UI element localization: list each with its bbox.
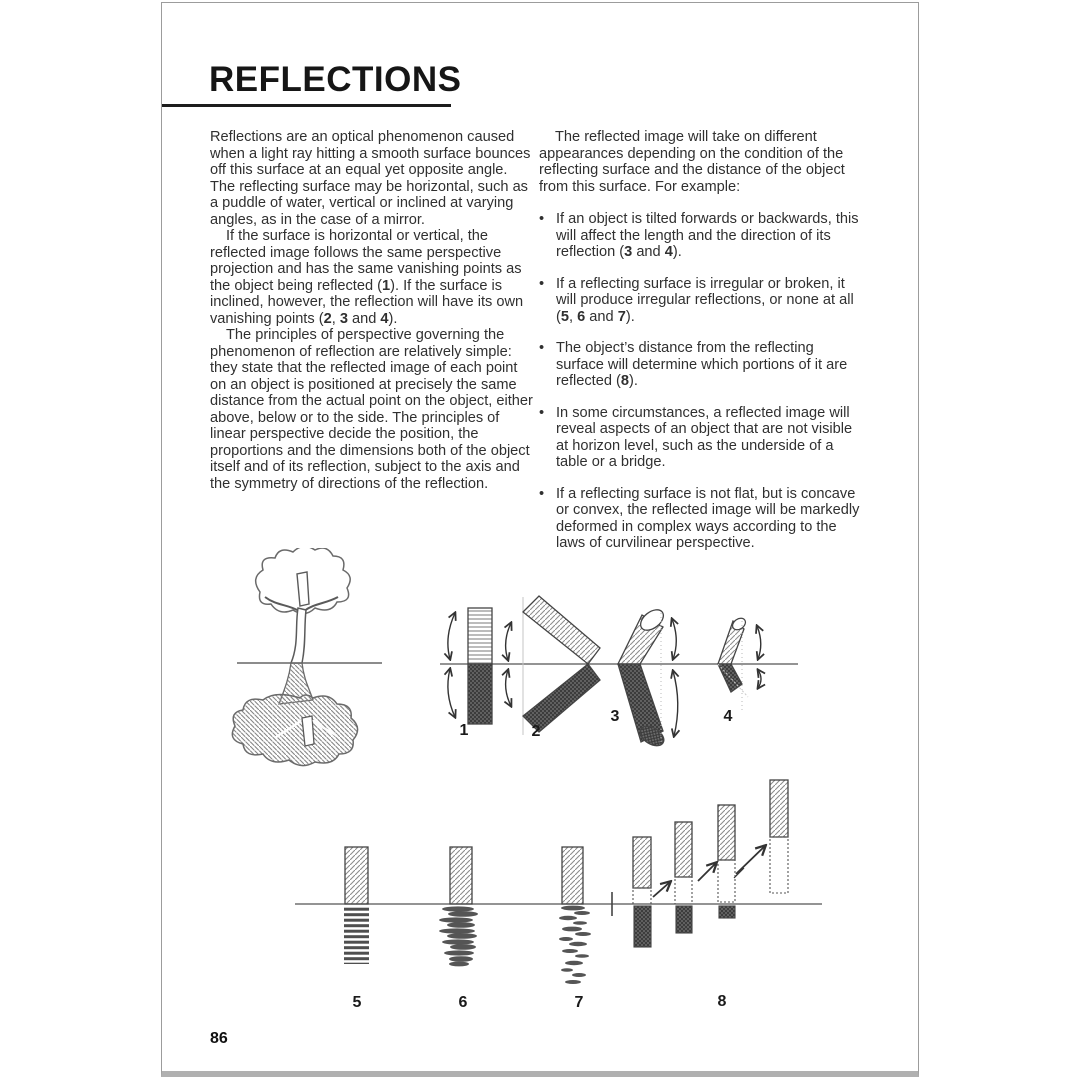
bullet-icon: • bbox=[539, 404, 545, 421]
page-number: 86 bbox=[210, 1030, 228, 1047]
tree-reflection-figure bbox=[205, 548, 455, 783]
title-rule bbox=[162, 104, 451, 107]
paragraph: The principles of perspective governing the phenomenon of reflection are relatively simple: they state that the reflected image of each point on an object is positioned at precisely the same distance from the actual point on the object, either above, below or to the side. The principles of linear perspective decide the position, the proportions and the dimensions both of the object itself and of its reflection, subject to the axis and the symmetry of directions of the reflection. bbox=[210, 327, 533, 492]
bullet-icon: • bbox=[539, 485, 545, 502]
figure-label-6: 6 bbox=[458, 994, 468, 1011]
figure-label-2: 2 bbox=[531, 723, 541, 740]
bullet-icon: • bbox=[539, 275, 545, 292]
page-title: REFLECTIONS bbox=[209, 60, 462, 99]
list-item: • The object’s distance from the reflecting surface will determine which portions of it are reflected (8). bbox=[539, 340, 848, 389]
list-item: • If a reflecting surface is irregular or broken, it will produce irregular reflections, or none at all (5, 6 and 7). bbox=[539, 275, 854, 325]
figure-label-7: 7 bbox=[574, 994, 584, 1011]
list-item: • If a reflecting surface is not flat, but is concave or convex, the reflected image will be markedly deformed in complex ways according to the laws of curvilinear perspective. bbox=[539, 485, 860, 551]
figure-label-1: 1 bbox=[459, 722, 469, 739]
left-column bbox=[210, 129, 533, 492]
bullet-icon: • bbox=[539, 340, 545, 356]
figure-label-8: 8 bbox=[717, 993, 727, 1010]
right-column bbox=[539, 129, 862, 567]
list-item: • If an object is tilted forwards or backwards, this will affect the length and the direction of its reflection (3 and 4). bbox=[539, 211, 859, 260]
figure-label-3: 3 bbox=[610, 708, 620, 725]
tilted-reflection-figures-1-4 bbox=[435, 585, 805, 750]
intro-paragraph: The reflected image will take on different appearances depending on the condition of the reflecting surface and the distance of the object from this surface. For example: bbox=[539, 129, 845, 195]
list-item: • In some circumstances, a reflected image will reveal aspects of an object that are not visible at horizon level, such as the underside of a table or a bridge. bbox=[539, 404, 853, 470]
broken-reflection-figures-5-8 bbox=[290, 775, 830, 990]
figure-label-5: 5 bbox=[352, 994, 362, 1011]
paragraph: If the surface is horizontal or vertical, the reflected image follows the same perspective projection and has the same vanishing points as the object being reflected (1). If the surface is inclined, however, the reflection will have its own vanishing points (2, 3 and 4). bbox=[210, 228, 524, 327]
paragraph: Reflections are an optical phenomenon caused when a light ray hitting a smooth surface bounces off this surface at an equal yet opposite angle. The reflecting surface may be horizontal, such as a puddle of water, vertical or inclined at varying angles, as in the case of a mirror. bbox=[210, 129, 531, 228]
figure-label-4: 4 bbox=[723, 708, 733, 725]
bullet-list bbox=[539, 211, 862, 552]
bullet-icon: • bbox=[539, 211, 545, 227]
